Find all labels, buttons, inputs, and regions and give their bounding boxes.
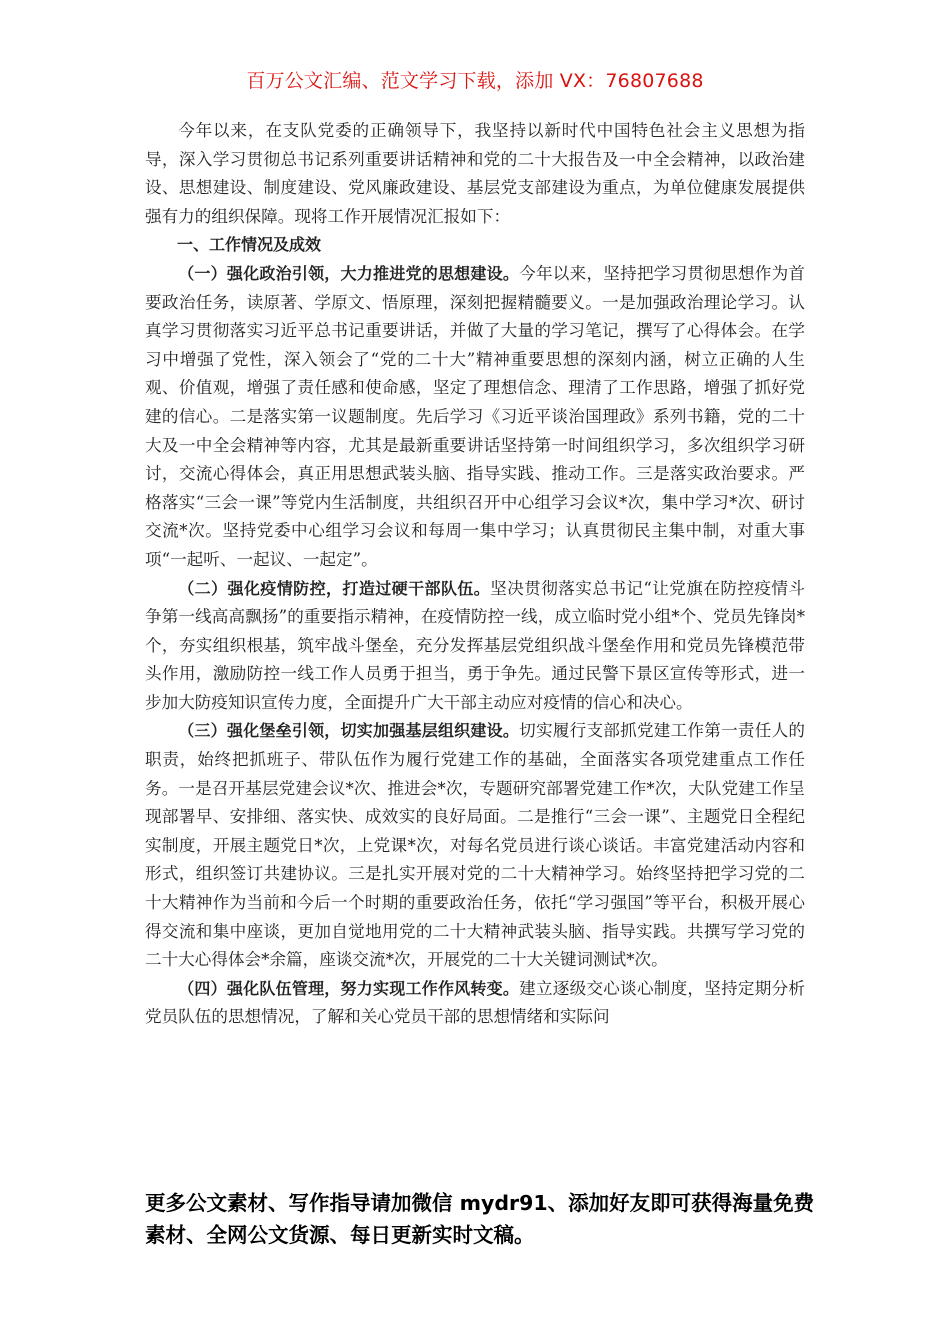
paragraph-item-1 xyxy=(145,260,805,575)
paragraph-text: 切实履行支部抓党建工作第一责任人的职责，始终把抓班子、带队伍作为履行党建工作的基础，全面落实各项党建重点工作任务。一是召开基层党建会议*次、推进会*次，专题研究部署党建工作*次，大队党建工作呈现部署早、安排细、落实快、成效实的良好局面。二是推行“三会一课”、主题党日全程纪实制度，开展主题党日*次，上党课*次，对每名党员进行谈心谈话。丰富党建活动内容和形式，组织签订共建协议。三是扎实开展对党的二十大精神学习。始终坚持把学习党的二十大精神作为当前和今后一个时期的重要政治任务，依托“学习强国”等平台，积极开展心得交流和集中座谈，更加自觉地用党的二十大精神武装头脑、指导实践。共撰写学习党的二十大心得体会*余篇，座谈交流*次，开展党的二十大关键词测试*次。 xyxy=(145,721,805,970)
header-promo-text: 百万公文汇编、范文学习下载，添加 VX：76807688 xyxy=(246,70,704,92)
paragraph-item-2 xyxy=(145,575,805,718)
paragraph-text: 建立逐级交心谈心制度，坚持定期分析党员队伍的思想情况，了解和关心党员干部的思想情绪和实际问 xyxy=(145,978,805,1027)
document-body xyxy=(145,117,805,1032)
paragraph-text: 今年以来，坚持把学习贯彻思想作为首要政治任务，读原著、学原文、悟原理，深刻把握精髓要义。一是加强政治理论学习。认真学习贯彻落实习近平总书记重要讲话，并做了大量的学习笔记，撰写了心得体会。在学习中增强了党性，深入领会了“党的二十大”精神重要思想的深刻内涵，树立正确的人生观、价值观，增强了责任感和使命感，坚定了理想信念、理清了工作思路，增强了抓好党建的信心。二是落实第一议题制度。先后学习《习近平谈治国理政》系列书籍，党的二十大及一中全会精神等内容，尤其是最新重要讲话坚持第一时间组织学习，多次组织学习研讨，交流心得体会，真正用思想武装头脑、指导实践、推动工作。三是落实政治要求。严格落实“三会一课”等党内生活制度，共组织召开中心组学习会议*次，集中学习*次、研讨交流*次。坚持党委中心组学习会议和每周一集中学习；认真贯彻民主集中制，对重大事项“一起听、一起议、一起定”。 xyxy=(145,263,805,569)
footer-promo-text: 更多公文素材、写作指导请加微信 mydr91、添加好友即可获得海量免费素材、全网公文货源、每日更新实时文稿。 xyxy=(145,1191,815,1247)
paragraph-lead: （四）强化队伍管理，努力实现工作作风转变。 xyxy=(178,978,520,998)
section-heading: 一、工作情况及成效 xyxy=(177,235,322,255)
paragraph-text: 坚决贯彻落实总书记“让党旗在防控疫情斗争第一线高高飘扬”的重要指示精神，在疫情防控一线，成立临时党小组*个、党员先锋岗*个，夯实组织根基，筑牢战斗堡垒，充分发挥基层党组织战斗堡垒作用和党员先锋模范带头作用，激励防控一线工作人员勇于担当，勇于争先。通过民警下景区宣传等形式，进一步加大防疫知识宣传力度，全面提升广大干部主动应对疫情的信心和决心。 xyxy=(145,578,805,712)
paragraph-lead: （二）强化疫情防控，打造过硬干部队伍。 xyxy=(178,578,491,598)
paragraph-item-3 xyxy=(145,717,805,974)
paragraph-lead: （一）强化政治引领，大力推进党的思想建设。 xyxy=(178,263,520,283)
intro-paragraph: 今年以来，在支队党委的正确领导下，我坚持以新时代中国特色社会主义思想为指导，深入学习贯彻总书记系列重要讲话精神和党的二十大报告及一中全会精神，以政治建设、思想建设、制度建设、党风廉政建设、基层党支部建设为重点，为单位健康发展提供强有力的组织保障。现将工作开展情况汇报如下： xyxy=(145,121,805,226)
paragraph-lead: （三）强化堡垒引领，切实加强基层组织建设。 xyxy=(178,721,520,741)
paragraph-item-4 xyxy=(145,975,805,1032)
